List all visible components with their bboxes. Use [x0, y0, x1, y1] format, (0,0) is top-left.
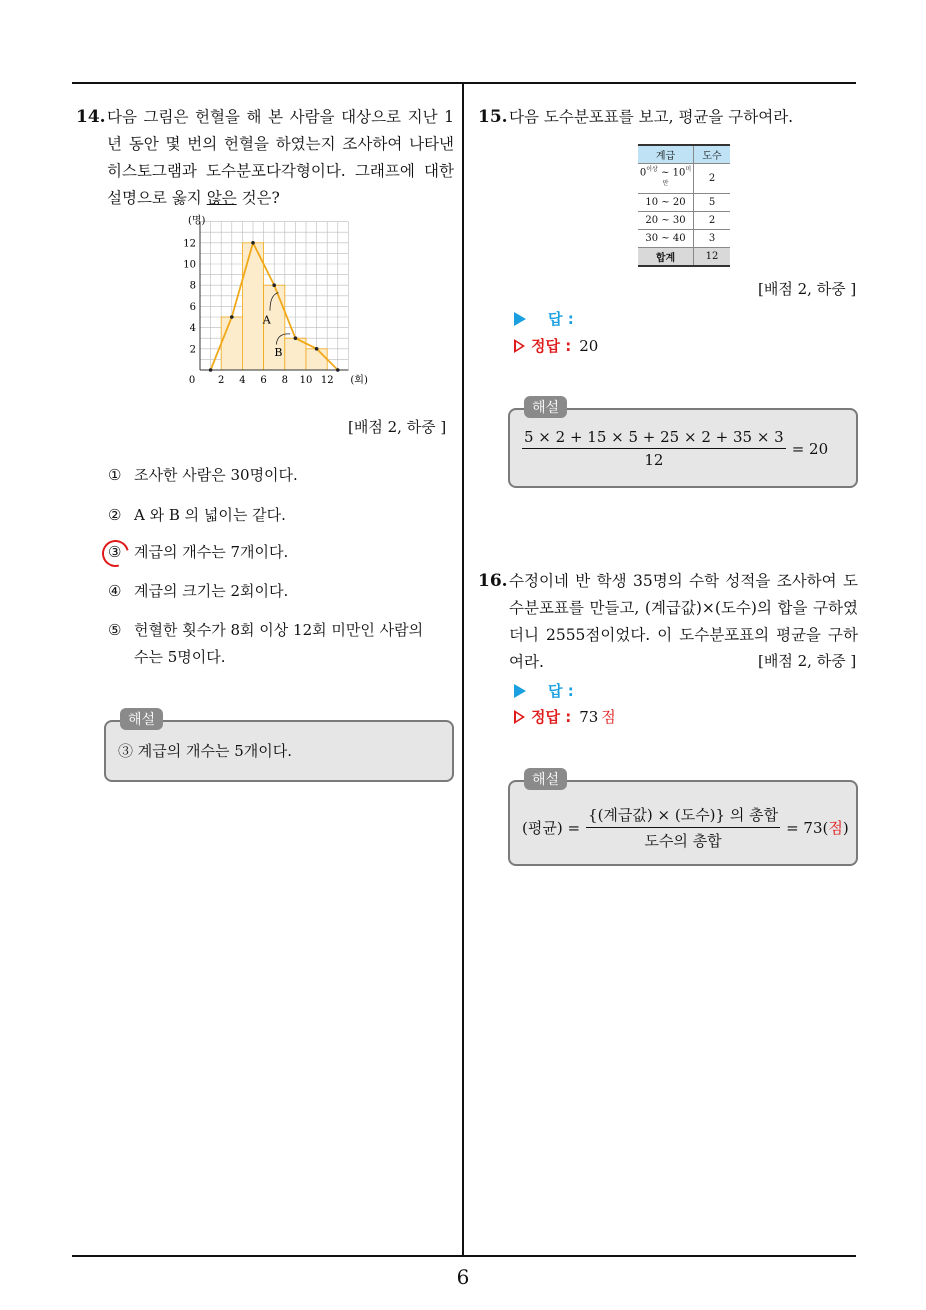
solution-text: ③ 계급의 개수는 5개이다. — [118, 742, 293, 760]
histogram-bar — [285, 338, 306, 370]
x-tick-label: 6 — [260, 375, 267, 386]
annotation-a-label: A — [262, 313, 271, 327]
solution-result: = 73( — [786, 818, 829, 837]
solution-tag: 해설 — [524, 396, 567, 418]
correct-value: 20 — [579, 336, 599, 355]
question-number: 14. — [76, 107, 106, 127]
histogram-chart — [183, 215, 374, 392]
fraction-numerator: {(계급값) × (도수)} 의 총합 — [586, 804, 780, 828]
solution-box — [508, 772, 858, 866]
answer-label: 답 : — [548, 682, 574, 700]
histogram-bar — [242, 243, 263, 370]
polygon-point — [336, 368, 340, 372]
question-number: 16. — [478, 571, 508, 591]
solution-formula — [522, 428, 828, 469]
table-row: 20 ~ 30 2 — [638, 211, 730, 229]
annotation-b-label: B — [274, 346, 283, 360]
correct-value: 73 — [579, 707, 599, 726]
option-4[interactable]: ④ 계급의 크기는 2회이다. — [108, 582, 289, 600]
page-number: 6 — [456, 1265, 470, 1289]
fraction-denominator: 12 — [644, 451, 664, 469]
histogram-bar — [221, 317, 242, 370]
option-2[interactable]: ② A 와 B 의 넓이는 같다. — [108, 506, 286, 524]
score-label: [배점 2, 하중 ] — [758, 652, 857, 670]
solution-tag: 해설 — [120, 708, 163, 730]
y-tick-label: 4 — [189, 323, 196, 335]
histogram-bar — [306, 349, 327, 370]
x-tick-label: 10 — [299, 375, 313, 386]
x-tick-label: 12 — [320, 375, 334, 386]
header-frequency: 도수 — [694, 145, 731, 164]
table-row: 10 ~ 20 5 — [638, 193, 730, 211]
correct-label: 정답 : — [531, 708, 572, 726]
y-tick-label: 12 — [183, 238, 196, 250]
polygon-point — [272, 283, 276, 287]
question-text: 수정이네 반 학생 35명의 수학 성적을 조사하여 도수분포표를 만들고, (계급값)×(도수)의 합을 구하였더니 2555점이었다. 이 도수분포표의 평균을 구하여라. — [509, 572, 858, 671]
y-tick-label: 10 — [183, 259, 196, 271]
header-class: 계급 — [638, 145, 694, 164]
answer-line[interactable] — [514, 680, 574, 701]
x-tick-label: 0 — [188, 375, 196, 386]
polygon-point — [230, 315, 234, 319]
fraction-denominator: 도수의 총합 — [644, 832, 722, 850]
x-axis-label: (회) — [350, 375, 368, 386]
outline-triangle-icon — [514, 710, 525, 724]
table-row: $0^{이상}$ ~ $10^{미만}$ 2 — [638, 164, 730, 194]
x-tick-label: 8 — [281, 375, 288, 386]
outline-triangle-icon — [514, 339, 525, 353]
bottom-rule — [72, 1255, 856, 1257]
question-text: 다음 도수분포표를 보고, 평균을 구하여라. — [509, 108, 794, 126]
table-total-row: 합계 12 — [638, 247, 730, 266]
correct-label: 정답 : — [531, 337, 572, 355]
option-5[interactable]: ⑤ 헌혈한 횟수가 8회 이상 12회 미만인 사람의 수는 5명이다. — [108, 621, 424, 666]
play-icon — [514, 312, 526, 326]
y-tick-label: 8 — [189, 280, 196, 292]
fraction-numerator: 5 × 2 + 15 × 5 + 25 × 2 + 35 × 3 — [522, 428, 786, 449]
x-tick-label: 4 — [239, 375, 246, 386]
solution-tag: 해설 — [524, 768, 567, 790]
question-number: 15. — [478, 107, 508, 127]
question-14 — [76, 104, 454, 212]
score-label: [배점 2, 하중 ] — [348, 418, 447, 436]
underlined-word: 않은 — [206, 189, 237, 207]
play-icon — [514, 684, 526, 698]
frequency-table — [638, 144, 730, 267]
y-axis-label: (명) — [188, 215, 206, 227]
solution-result: = 20 — [791, 439, 829, 458]
column-divider — [462, 82, 464, 1257]
solution-close: ) — [842, 818, 849, 837]
question-15 — [478, 104, 856, 131]
polygon-point — [209, 368, 213, 372]
polygon-point — [315, 347, 319, 351]
solution-unit: 점 — [828, 819, 843, 837]
option-1[interactable]: ① 조사한 사람은 30명이다. — [108, 466, 298, 484]
solution-lhs: (평균) = — [522, 819, 581, 837]
solution-box — [508, 400, 858, 488]
solution-box — [104, 712, 454, 782]
answer-line[interactable] — [514, 308, 574, 329]
correct-answer-line — [514, 335, 598, 356]
answer-circle-mark — [97, 535, 134, 572]
top-rule — [72, 82, 856, 84]
polygon-point — [294, 336, 298, 340]
question-text: 다음 그림은 헌혈을 해 본 사람을 대상으로 지난 1년 동안 몇 번의 헌혈을 하였는지 조사하여 나타낸 히스토그램과 도수분포다각형이다. 그래프에 대한 설명으로 옳지 않은 것은? — [107, 108, 454, 207]
solution-formula — [522, 804, 849, 851]
score-label: [배점 2, 하중 ] — [758, 280, 857, 298]
y-tick-label: 6 — [189, 301, 196, 313]
polygon-point — [251, 241, 255, 245]
correct-unit: 점 — [601, 708, 616, 726]
answer-label: 답 : — [548, 310, 574, 328]
option-3[interactable]: ③ 계급의 개수는 7개이다. — [108, 539, 288, 566]
x-tick-label: 2 — [218, 375, 225, 386]
table-row: 30 ~ 40 3 — [638, 229, 730, 247]
y-tick-label: 2 — [189, 344, 196, 356]
correct-answer-line — [514, 706, 616, 727]
